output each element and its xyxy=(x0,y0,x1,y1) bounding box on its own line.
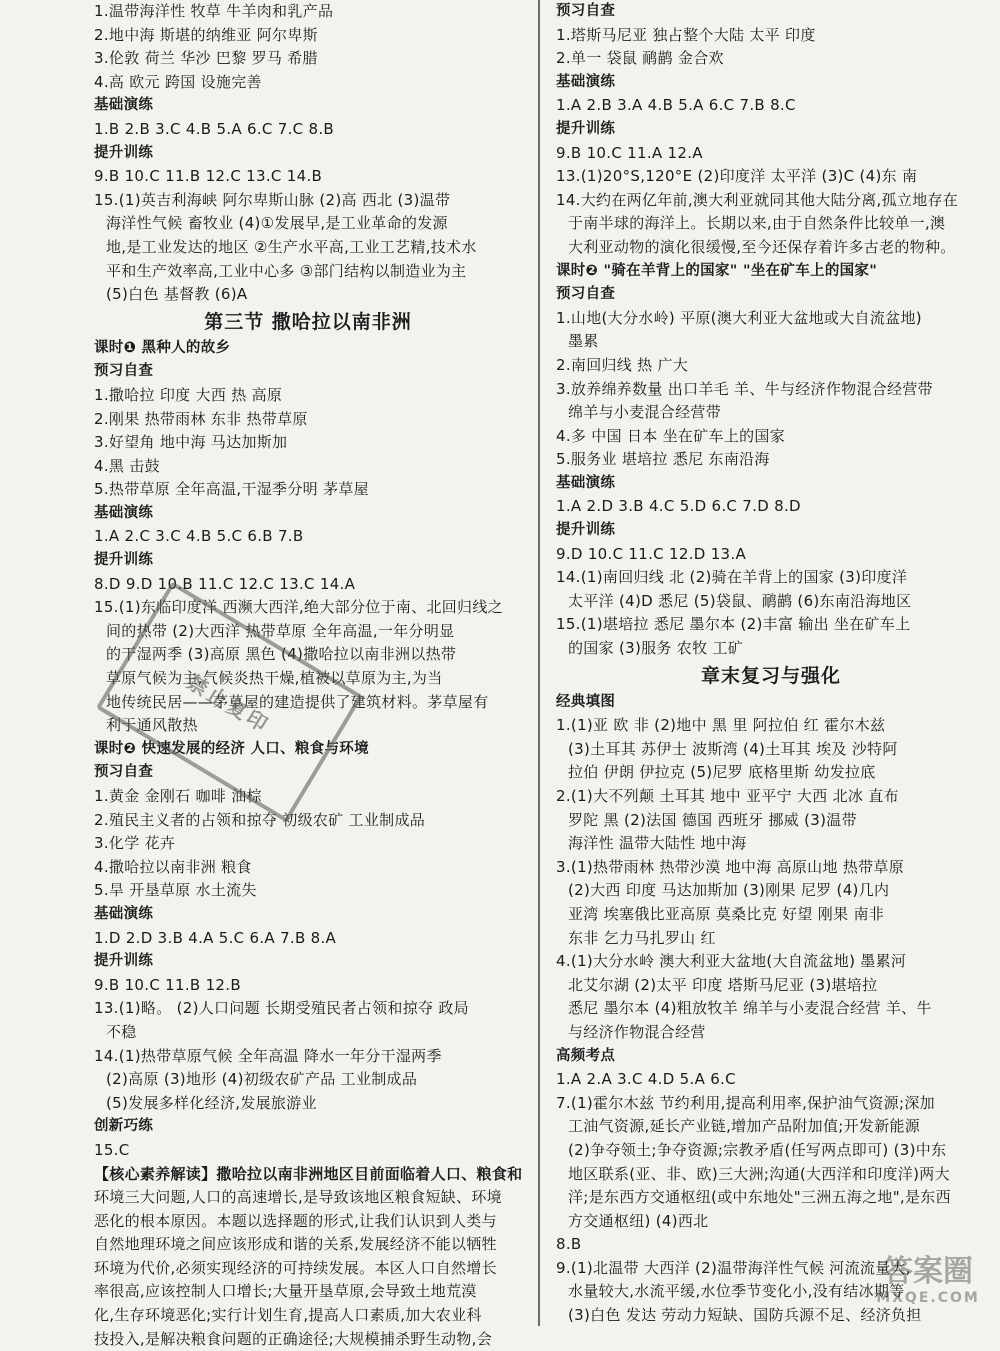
answer-line: 亚湾 埃塞俄比亚高原 莫桑比克 好望 刚果 南非 xyxy=(568,904,885,923)
section-heading: 高频考点 xyxy=(556,1047,616,1064)
section-heading: 预习自查 xyxy=(94,764,154,781)
answer-line: 悉尼 墨尔本 (4)粗放牧羊 绵羊与小麦混合经营 羊、牛 xyxy=(568,999,932,1018)
answer-line: 1.塔斯马尼亚 独占整个大陆 太平 印度 xyxy=(556,25,816,44)
section-heading: 创新巧练 xyxy=(94,1118,154,1135)
answer-line: 13.(1)20°S,120°E (2)印度洋 太平洋 (3)C (4)东 南 xyxy=(556,167,918,186)
answer-line: 海洋性气候 畜牧业 (4)①发展早,是工业革命的发源 xyxy=(106,214,448,233)
answer-line: 2.单一 袋鼠 鸸鹋 金合欢 xyxy=(556,49,724,68)
answer-line: 大利亚动物的演化很缓慢,至今还保存着许多古老的物种。 xyxy=(568,237,956,256)
section-heading: 课时❷ "骑在羊背上的国家" "坐在矿车上的国家" xyxy=(556,262,878,279)
section-heading: 提升训练 xyxy=(556,522,616,539)
column-divider xyxy=(538,0,540,1326)
section-heading: 基础演练 xyxy=(94,97,154,114)
answer-line: 1.黄金 金刚石 咖啡 油棕 xyxy=(94,787,262,805)
answer-line: 9.(1)北温带 大西洋 (2)温带海洋性气候 河流流量大, xyxy=(556,1258,911,1277)
section-heading: 提升训练 xyxy=(556,120,616,137)
watermark-url: MXQE.COM xyxy=(876,1290,980,1306)
answer-line: 海洋性 温带大陆性 地中海 xyxy=(568,834,747,853)
answer-line: 14.大约在两亿年前,澳大利亚就同其他大陆分离,孤立地存在 xyxy=(556,190,959,209)
section-heading: 基础演练 xyxy=(556,73,616,90)
section-heading: 提升训练 xyxy=(94,144,154,161)
answer-line: 13.(1)略。 (2)人口问题 长期受殖民者占领和掠夺 政局 xyxy=(94,999,469,1018)
answer-line: 15.(1)东临印度洋 西濒大西洋,绝大部分位于南、北回归线之 xyxy=(94,598,503,617)
answer-line: 8.D 9.D 10.B 11.C 12.C 13.C 14.A xyxy=(94,574,356,593)
answer-line: (2)大西 印度 马达加斯加 (3)刚果 尼罗 (4)几内 xyxy=(568,881,890,900)
answer-line: 1.A 2.A 3.C 4.D 5.A 6.C xyxy=(556,1070,736,1089)
section-heading: 基础演练 xyxy=(94,905,154,922)
answer-line: 1.D 2.D 3.B 4.A 5.C 6.A 7.B 8.A xyxy=(94,928,337,947)
watermark-logo: 答案圈 xyxy=(883,1254,973,1289)
section-title: 第三节 撒哈拉以南非洲 xyxy=(204,310,412,333)
answer-line: 不稳 xyxy=(106,1022,137,1041)
answer-line: 3.化学 花卉 xyxy=(94,834,176,853)
answer-line: 9.B 10.C 11.B 12.B xyxy=(94,975,241,994)
section-heading: 预习自查 xyxy=(94,363,154,380)
answer-line: 5.服务业 堪培拉 悉尼 东南沿海 xyxy=(556,450,770,469)
answer-line: 拉伯 伊朗 伊拉克 (5)尼罗 底格里斯 幼发拉底 xyxy=(568,763,876,782)
answer-line: 1.B 2.B 3.C 4.B 5.A 6.C 7.C 8.B xyxy=(94,119,335,138)
answer-line: 3.(1)热带雨林 热带沙漠 地中海 高原山地 热带草原 xyxy=(556,857,905,876)
answer-line: 2.刚果 热带雨林 东非 热带草原 xyxy=(94,409,308,428)
section-heading: 预习自查 xyxy=(556,3,616,19)
answer-line: 5.旱 开垦草原 水土流失 xyxy=(94,881,257,900)
section-heading: 预习自查 xyxy=(556,286,616,303)
section-heading: 课时❶ 黑种人的故乡 xyxy=(94,339,231,356)
answer-line: 5.热带草原 全年高温,干湿季分明 茅草屋 xyxy=(94,480,369,499)
answer-line: 【核心素养解读】撒哈拉以南非洲地区目前面临着人口、粮食和 xyxy=(94,1164,522,1183)
answer-line: 墨累 xyxy=(568,332,599,351)
answer-line: 太平洋 (4)D 悉尼 (5)袋鼠、鸸鹋 (6)东南沿海地区 xyxy=(568,591,912,610)
answer-line: 率很高,应该控制人口增长;大量开垦草原,会导致土地荒漠 xyxy=(94,1282,477,1301)
answer-line: 北艾尔湖 (2)太平 印度 塔斯马尼亚 (3)堪培拉 xyxy=(568,975,878,994)
answer-line: 环境三大问题,人口的高速增长,是导致该地区粮食短缺、环境 xyxy=(94,1188,502,1207)
answer-line: 9.D 10.C 11.C 12.D 13.A xyxy=(556,544,747,563)
answer-line: 15.(1)英吉利海峡 阿尔卑斯山脉 (2)高 西北 (3)温带 xyxy=(94,190,451,209)
answer-line: 1.撒哈拉 印度 大西 热 高原 xyxy=(94,385,283,404)
answer-line: 平和生产效率高,工业中心多 ③部门结构以制造业为主 xyxy=(106,261,467,280)
answer-line: 利于通风散热 xyxy=(106,716,198,735)
answer-line: 3.放养绵养数量 出口羊毛 羊、牛与经济作物混合经营带 xyxy=(556,379,933,398)
site-watermark xyxy=(868,1254,988,1314)
answer-line: 1.A 2.C 3.C 4.B 5.C 6.B 7.B xyxy=(94,527,304,546)
stamp-text: 禁止复印 xyxy=(183,669,275,738)
answer-line: (5)白色 基督教 (6)A xyxy=(106,285,248,304)
section-title: 章末复习与强化 xyxy=(700,664,841,687)
answer-line: 2.南回归线 热 广大 xyxy=(556,355,689,374)
answer-line: 7.(1)霍尔木兹 节约利用,提高利用率,保护油气资源;深加 xyxy=(556,1093,935,1112)
answer-line: 15.(1)堪培拉 悉尼 墨尔本 (2)丰富 输出 坐在矿车上 xyxy=(556,615,911,634)
answer-line: (3)土耳其 苏伊士 波斯湾 (4)土耳其 埃及 沙特阿 xyxy=(568,739,898,758)
answer-line: 间的热带 (2)大西洋 热带草原 全年高温,一年分明显 xyxy=(106,621,455,640)
answer-line: 4.多 中国 日本 坐在矿车上的国家 xyxy=(556,426,786,445)
answer-line: 1.A 2.D 3.B 4.C 5.D 6.C 7.D 8.D xyxy=(556,497,801,516)
section-heading: 经典填图 xyxy=(556,693,616,710)
answer-line: 地区联系(亚、非、欧)三大洲;沟通(大西洋和印度洋)两大 xyxy=(568,1164,950,1183)
answer-line: 恶化的根本原因。本题以选择题的形式,让我们认识到人类与 xyxy=(94,1211,497,1230)
section-heading: 基础演练 xyxy=(556,474,616,491)
answer-line: 与经济作物混合经营 xyxy=(568,1022,706,1041)
answer-line: 的国家 (3)服务 农牧 工矿 xyxy=(568,639,744,658)
answer-line: 4.黑 击鼓 xyxy=(94,456,160,475)
answer-line: 4.撒哈拉以南非洲 粮食 xyxy=(94,857,252,876)
answer-line: 东非 乞力马扎罗山 红 xyxy=(568,928,716,947)
answer-line: (2)争夺领土;争夺资源;宗教矛盾(任写两点即可) (3)中东 xyxy=(568,1140,947,1159)
answer-line: 自然地理环境之间应该形成和谐的关系,发展经济不能以牺牲 xyxy=(94,1235,497,1254)
answer-line: 4.(1)大分水岭 澳大利亚大盆地(大自流盆地) 墨累河 xyxy=(556,952,907,971)
answer-line: 草原气候为主,气候炎热干燥,植被以草原为主,为当 xyxy=(106,669,443,688)
answer-line: 于南半球的海洋上。长期以来,由于自然条件比较单一,澳 xyxy=(568,214,946,233)
answer-line: 2.(1)大不列颠 土耳其 地中 亚平宁 大西 北冰 直布 xyxy=(556,787,899,805)
answer-line: 3.伦敦 荷兰 华沙 巴黎 罗马 希腊 xyxy=(94,49,318,68)
answer-line: 9.B 10.C 11.A 12.A xyxy=(556,143,703,162)
answer-line: 地,是工业发达的地区 ②生产水平高,工业工艺精,技术水 xyxy=(106,237,477,256)
answer-line: 1.(1)亚 欧 非 (2)地中 黑 里 阿拉伯 红 霍尔木兹 xyxy=(556,716,886,735)
answer-line: 14.(1)南回归线 北 (2)骑在羊背上的国家 (3)印度洋 xyxy=(556,568,908,587)
answer-line: 1.A 2.B 3.A 4.B 5.A 6.C 7.B 8.C xyxy=(556,96,796,115)
answer-line: 1.山地(大分水岭) 平原(澳大利亚大盆地或大自流盆地) xyxy=(556,308,922,327)
answer-line: 环境为代价,必须实现经济的可持续发展。本区人口自然增长 xyxy=(94,1258,497,1277)
answer-line: (3)白色 发达 劳动力短缺、国防兵源不足、经济负担 xyxy=(568,1306,922,1325)
answer-line: 4.高 欧元 跨国 设施完善 xyxy=(94,72,262,91)
answer-line: 9.B 10.C 11.B 12.C 13.C 14.B xyxy=(94,167,323,186)
answer-line: 14.(1)热带草原气候 全年高温 降水一年分干湿两季 xyxy=(94,1046,442,1065)
answer-line: 绵羊与小麦混合经营带 xyxy=(568,403,722,422)
answer-line: 水量较大,水流平缓,水位季节变化小,没有结冰期等 xyxy=(568,1282,905,1301)
answer-line: 化,生存环境恶化;实行计划生育,提高人口素质,加大农业科 xyxy=(94,1306,482,1325)
answer-line: 洋;是东西方交通枢纽(或中东地处"三洲五海之地",是东西 xyxy=(568,1188,951,1207)
answer-line: 15.C xyxy=(94,1140,130,1159)
answer-line: 3.好望角 地中海 马达加斯加 xyxy=(94,433,288,452)
answer-line: 2.殖民主义者的占领和掠夺 初级农矿 工业制成品 xyxy=(94,810,426,829)
answer-line: 工油气资源,延长产业链,增加产品附加值;开发新能源 xyxy=(568,1117,921,1136)
answer-line: 2.地中海 斯堪的纳维亚 阿尔卑斯 xyxy=(94,25,318,44)
answer-line: 地传统民居——茅草屋的建造提供了建筑材料。茅草屋有 xyxy=(106,692,489,711)
answer-line: (5)发展多样化经济,发展旅游业 xyxy=(106,1093,317,1112)
section-heading: 提升训练 xyxy=(94,953,154,970)
answer-line: (2)高原 (3)地形 (4)初级农矿产品 工业制成品 xyxy=(106,1070,418,1089)
section-heading: 基础演练 xyxy=(94,504,154,521)
section-heading: 课时❷ 快速发展的经济 人口、粮食与环境 xyxy=(94,740,369,757)
right-column xyxy=(556,0,986,1328)
section-heading: 提升训练 xyxy=(94,552,154,569)
answer-line: 8.B xyxy=(556,1235,582,1254)
answer-line: 罗陀 黑 (2)法国 德国 西班牙 挪威 (3)温带 xyxy=(568,810,857,829)
answer-line: 技投入,是解决粮食问题的正确途径;大规模捕杀野生动物,会 xyxy=(94,1329,492,1348)
answer-line: 的干湿两季 (3)高原 黑色 (4)撒哈拉以南非洲以热带 xyxy=(106,645,457,664)
answer-line: 1.温带海洋性 牧草 牛羊肉和乳产品 xyxy=(94,2,334,20)
answer-line: 方交通枢纽) (4)西北 xyxy=(568,1211,709,1230)
